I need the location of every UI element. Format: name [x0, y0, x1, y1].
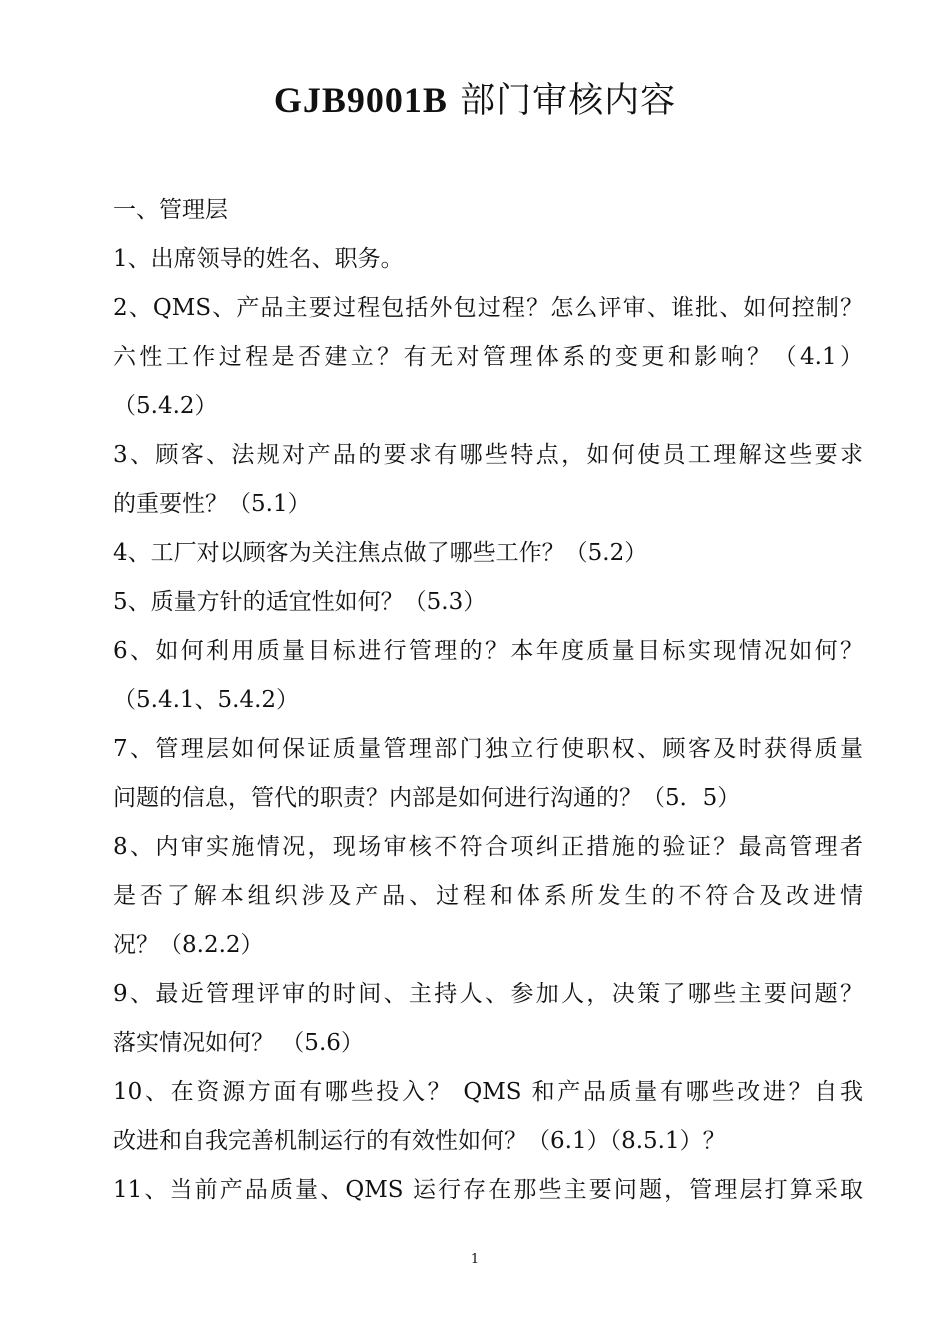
paragraph-line: 11、当前产品质量、QMS 运行存在那些主要问题，管理层打算采取	[113, 1177, 863, 1203]
paragraph-line: 改进和自我完善机制运行的有效性如何？（6.1）（8.5.1）？	[113, 1128, 726, 1154]
paragraph-line: 9、最近管理评审的时间、主持人、参加人，决策了哪些主要问题？	[113, 981, 863, 1007]
paragraph-line: 1、出席领导的姓名、职务。	[113, 246, 404, 272]
paragraph-line: 六性工作过程是否建立？有无对管理体系的变更和影响？（4.1）	[113, 344, 863, 370]
paragraph-line: 的重要性？（5.1）	[113, 491, 311, 517]
section-heading: 一、管理层	[113, 197, 228, 223]
document-body	[113, 186, 863, 1215]
page-title	[0, 72, 950, 129]
paragraph-line: 7、管理层如何保证质量管理部门独立行使职权、顾客及时获得质量	[113, 736, 863, 762]
paragraph-line: （5.4.1、5.4.2）	[113, 687, 300, 713]
paragraph-line: 况？（8.2.2）	[113, 932, 264, 958]
page-title-code: GJB9001B	[273, 80, 448, 120]
paragraph-line: （5.4.2）	[113, 393, 218, 419]
paragraph-line: 2、QMS、产品主要过程包括外包过程？怎么评审、谁批、如何控制？	[113, 295, 863, 321]
paragraph-line: 落实情况如何？ （5.6）	[113, 1030, 364, 1056]
paragraph-line: 5、质量方针的适宜性如何？（5.3）	[113, 589, 487, 615]
paragraph-line: 3、顾客、法规对产品的要求有哪些特点，如何使员工理解这些要求	[113, 442, 863, 468]
paragraph-line: 6、如何利用质量目标进行管理的？本年度质量目标实现情况如何？	[113, 638, 863, 664]
page-number: 1	[470, 1252, 480, 1267]
paragraph-line: 4、工厂对以顾客为关注焦点做了哪些工作？（5.2）	[113, 540, 648, 566]
page-title-text: 部门审核内容	[447, 81, 677, 121]
paragraph-line: 8、内审实施情况，现场审核不符合项纠正措施的验证？最高管理者	[113, 834, 863, 860]
paragraph-line: 10、在资源方面有哪些投入？ QMS 和产品质量有哪些改进？自我	[113, 1079, 863, 1105]
paragraph-line: 是否了解本组织涉及产品、过程和体系所发生的不符合及改进情	[113, 883, 863, 909]
paragraph-line: 问题的信息，管代的职责？内部是如何进行沟通的？（5．5）	[113, 785, 741, 811]
